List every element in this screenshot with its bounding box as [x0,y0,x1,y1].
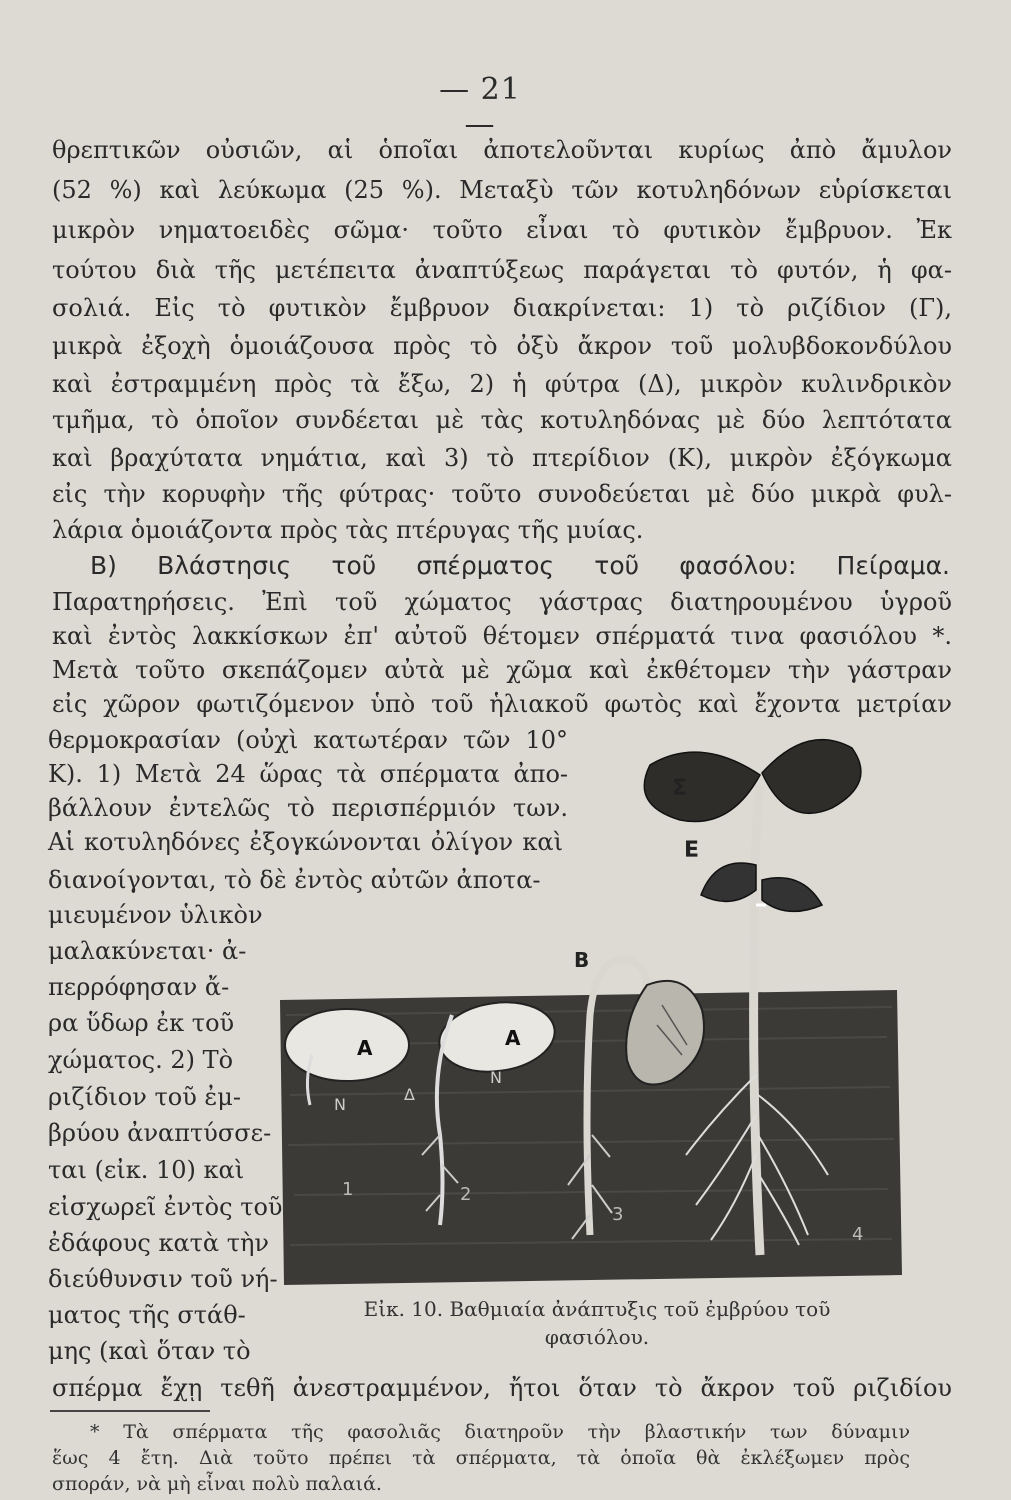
body-line: μαλακύνεται· ἀ- [48,937,247,965]
label-nu-1: Ν [334,1095,346,1114]
figure-caption [282,1295,912,1351]
label-sigma: Σ [672,776,688,801]
body-line: βάλλουν ἐντελῶς τὸ περισπέρμιόν των. [48,794,568,822]
bean-seed-1 [285,1009,409,1081]
body-line: ρα ὕδωρ ἐκ τοῦ [48,1009,235,1037]
page-number: — 21 — [439,72,521,142]
body-line: μικρὰ ἐξοχὴ ὁμοιάζουσα πρὸς τὸ ὀξὺ ἄκρον τοῦ μολυβδοκονδύλου [52,332,952,360]
body-line: περρόφησαν ἄ- [48,973,230,1001]
body-line: σπέρμα ἔχῃ τεθῆ ἀνεστραμμένον, ἤτοι ὅταν τὸ ἄκρον τοῦ ριζιδίου [52,1374,952,1402]
label-epsilon: Ε [684,838,700,863]
label-number-4: 4 [852,1224,864,1245]
body-line: ται (εἰκ. 10) καὶ [48,1156,245,1184]
footnote-line: ἕως 4 ἔτη. Διὰ τοῦτο πρέπει τὰ σπέρματα, τὰ ὁποῖα θὰ ἐκλέξωμεν πρὸς [52,1447,910,1469]
caption-line-2: φασιόλου. [544,1325,650,1349]
body-line: ριζίδιον τοῦ ἐμ- [48,1083,241,1111]
body-line: διανοίγονται, τὸ δὲ ἐντὸς αὐτῶν ἀποτα- [48,866,541,894]
body-line: σολιά. Εἰς τὸ φυτικὸν ἔμβρυον διακρίνεται: 1) τὸ ριζίδιον (Γ), [52,294,952,322]
body-line: τμῆμα, τὸ ὁποῖον συνδέεται μὲ τὰς κοτυληδόνας μὲ δύο λεπτότατα [52,406,952,434]
bean-germination-figure [272,715,912,1305]
label-beta: Β [574,948,590,972]
label-alpha-2: Α [505,1026,521,1050]
caption-line-1: Εἰκ. 10. Βαθμιαία ἀνάπτυξις τοῦ ἐμβρύου τοῦ [363,1297,831,1321]
body-line: χώματος. 2) Τὸ [48,1046,234,1074]
body-line: μιευμένον ὑλικὸν [48,901,263,929]
body-line: θρεπτικῶν οὐσιῶν, αἱ ὁποῖαι ἀποτελοῦνται κυρίως ἀπὸ ἄμυλον [52,136,952,164]
seedling-4-leaf-left [644,752,760,821]
body-line: θερμοκρασίαν (οὐχὶ κατωτέραν τῶν 10° [48,726,568,754]
body-line: εἰσχωρεῖ ἐντὸς τοῦ [48,1193,283,1221]
footnote-line: * Τὰ σπέρματα τῆς φασολιᾶς διατηροῦν τὴν βλαστικήν των δύναμιν [90,1421,910,1443]
body-line: ματος τῆς στάθ- [48,1301,246,1329]
body-line: εἰς χῶρον φωτιζόμενον ὑπὸ τοῦ ἡλιακοῦ φωτὸς καὶ ἔχοντα μετρίαν [52,690,952,718]
body-line: καὶ βραχύτατα νημάτια, καὶ 3) τὸ πτερίδιον (Κ), μικρὸν ἐξόγκωμα [52,444,952,472]
label-alpha-1: Α [357,1036,373,1060]
body-line: μης (καὶ ὅταν τὸ [48,1337,251,1365]
label-nu-2: Ν [490,1068,502,1087]
label-delta: Δ [404,1085,415,1104]
body-line: ἐδάφους κατὰ τὴν [48,1229,270,1257]
footnote-divider [50,1410,210,1412]
figure-illustration [272,715,912,1305]
label-number-1: 1 [342,1179,354,1200]
body-line: βρύου ἀναπτύσσε- [48,1119,272,1147]
body-line: λάρια ὁμοιάζοντα πρὸς τὰς πτέρυγας τῆς μυίας. [52,516,644,544]
label-number-2: 2 [460,1184,472,1205]
body-line: Κ). 1) Μετὰ 24 ὥρας τὰ σπέρματα ἀπο- [48,760,568,788]
body-line: καὶ ἐστραμμένη πρὸς τὰ ἔξω, 2) ἡ φύτρα (Δ), μικρὸν κυλινδρικὸν [52,370,952,398]
body-line: καὶ ἐντὸς λακκίσκων ἐπ' αὐτοῦ θέτομεν σπέρματά τινα φασιόλου *. [52,622,952,650]
seedling-4-leaf-right [762,740,861,814]
section-heading: Β) Βλάστησις τοῦ σπέρματος τοῦ φασόλου: Πείραμα. [90,551,950,580]
body-line: Αἱ κοτυληδόνες ἐξογκώνονται ὀλίγον καὶ [48,828,563,856]
footnote-line: σποράν, νὰ μὴ εἶναι πολὺ παλαιά. [52,1473,382,1495]
body-line: τούτου διὰ τῆς μετέπειτα ἀναπτύξεως παράγεται τὸ φυτόν, ἡ φα- [52,256,952,284]
body-line: (52 %) καὶ λεύκωμα (25 %). Μεταξὺ τῶν κοτυληδόνων εὑρίσκεται [52,176,952,204]
body-line: εἰς τὴν κορυφὴν τῆς φύτρας· τοῦτο συνοδεύεται μὲ δύο μικρὰ φυλ- [52,480,952,508]
body-line: Μετὰ τοῦτο σκεπάζομεν αὐτὰ μὲ χῶμα καὶ ἐκθέτομεν τὴν γάστραν [52,656,952,684]
body-line: μικρὸν νηματοειδὲς σῶμα· τοῦτο εἶναι τὸ φυτικὸν ἔμβρυον. Ἐκ [52,216,952,244]
body-line: Παρατηρήσεις. Ἐπὶ τοῦ χώματος γάστρας διατηρουμένου ὑγροῦ [52,588,952,616]
body-line: διεύθυνσιν τοῦ νή- [48,1265,278,1293]
label-number-3: 3 [612,1204,624,1225]
